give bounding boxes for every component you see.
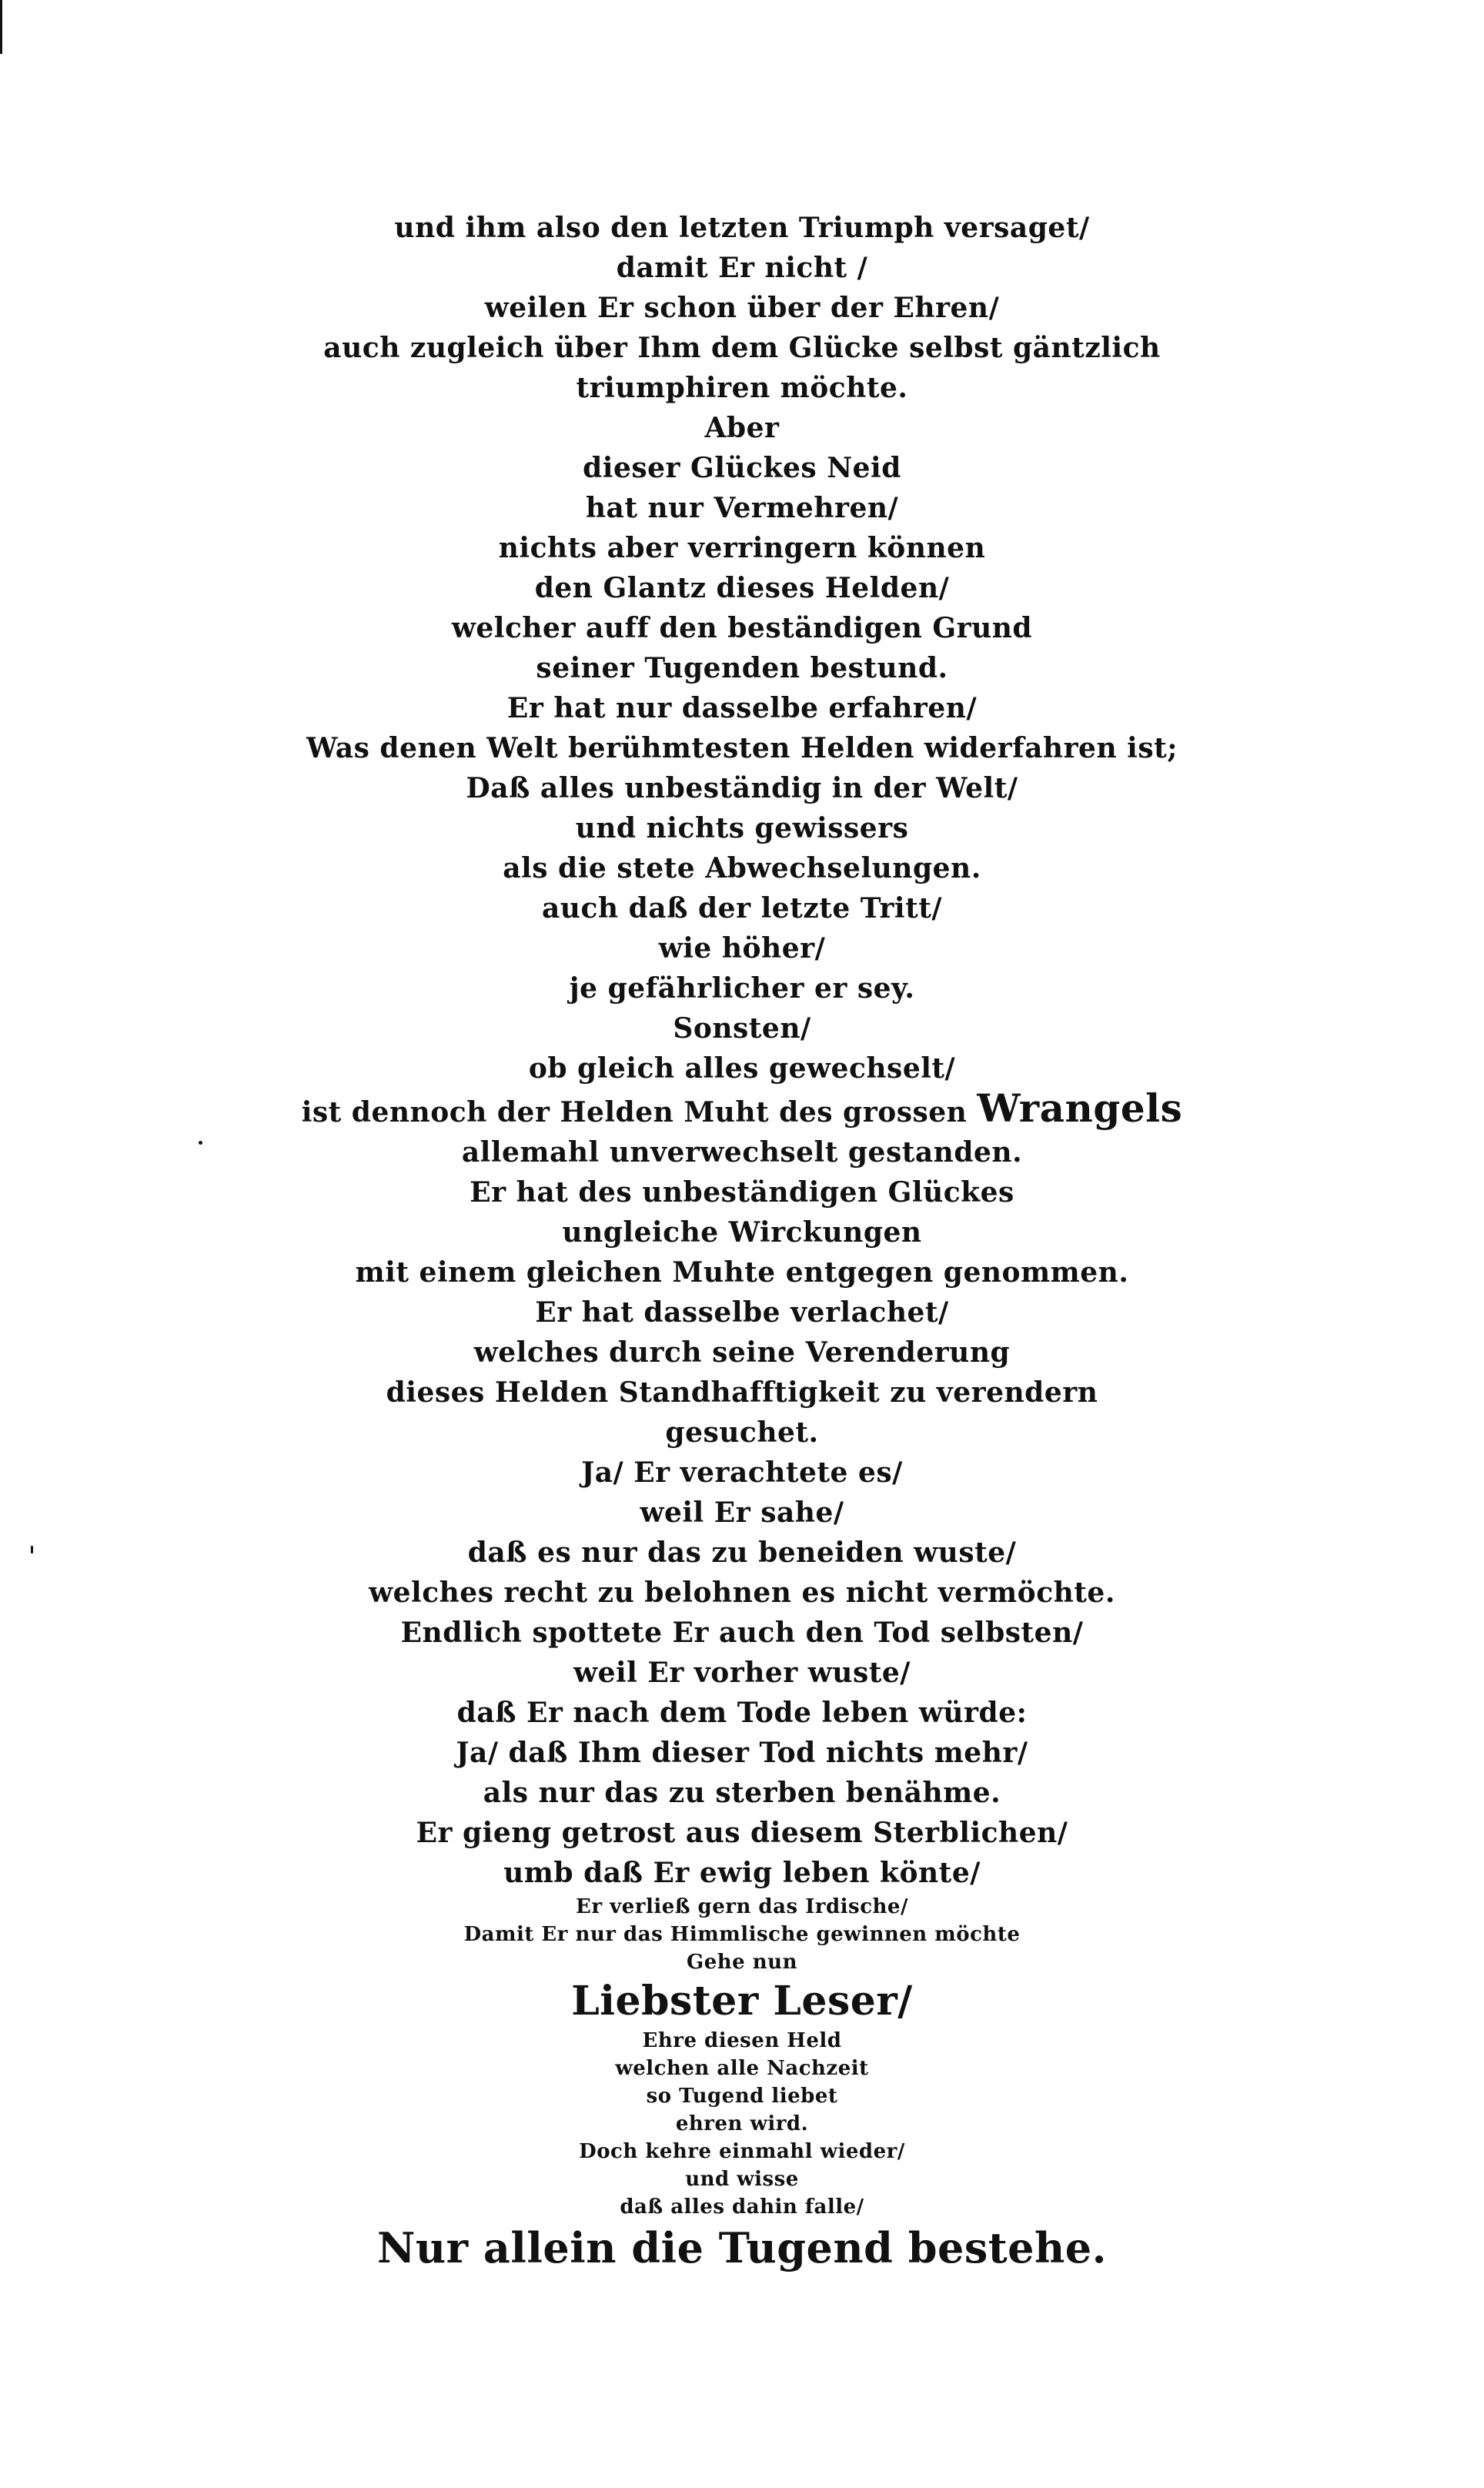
- poem-line: gesuchet.: [665, 1416, 819, 1449]
- poem-line-with-name: [0, 1085, 1484, 1132]
- poem-line: ehren wird.: [675, 2112, 809, 2135]
- name-emphasis: Wrangels: [977, 1085, 1183, 1131]
- poem-line: Er gieng getrost aus diesem Sterblichen/: [416, 1817, 1068, 1849]
- poem-line: welches durch seine Verenderung: [473, 1336, 1011, 1369]
- poem-line: Was denen Welt berühmtesten Helden widerfahren ist;: [306, 732, 1178, 764]
- poem-line: weil Er vorher wuste/: [573, 1657, 911, 1689]
- poem-line: und wisse: [685, 2168, 799, 2191]
- poem-line: welches recht zu belohnen es nicht vermöchte.: [369, 1577, 1115, 1609]
- poem-line: Endlich spottete Er auch den Tod selbsten/: [400, 1617, 1084, 1649]
- poem-line: umb daß Er ewig leben könte/: [503, 1857, 981, 1889]
- poem-line: wie höher/: [658, 932, 826, 965]
- poem-line: weilen Er schon über der Ehren/: [484, 292, 1000, 324]
- poem-line: ungleiche Wirckungen: [562, 1216, 922, 1249]
- poem-line: Sonsten/: [673, 1012, 811, 1045]
- poem-line: auch daß der letzte Tritt/: [541, 892, 943, 925]
- poem-line: dieses Helden Standhafftigkeit zu verendern: [386, 1376, 1098, 1409]
- poem-line: welchen alle Nachzeit: [615, 2057, 869, 2080]
- poem-line: Ja/ daß Ihm dieser Tod nichts mehr/: [456, 1737, 1028, 1769]
- poem-line-text: ist dennoch der Helden Muht des grossen: [301, 1096, 968, 1129]
- poem-line: hat nur Vermehren/: [585, 492, 899, 524]
- poem-line: daß es nur das zu beneiden wuste/: [467, 1537, 1017, 1569]
- poem-line: daß Er nach dem Tode leben würde:: [456, 1697, 1028, 1729]
- poem-line: damit Er nicht /: [616, 252, 868, 284]
- poem-line: Doch kehre einmahl wieder/: [579, 2140, 905, 2163]
- poem-line: den Glantz dieses Helden/: [534, 572, 950, 604]
- poem-line: weil Er sahe/: [640, 1496, 844, 1529]
- poem-line: so Tugend liebet: [646, 2085, 838, 2108]
- poem-line: triumphiren möchte.: [576, 372, 908, 404]
- poem-line: Ja/ Er verachtete es/: [581, 1456, 903, 1489]
- poem-line: als die stete Abwechselungen.: [503, 852, 981, 885]
- poem-line: seiner Tugenden bestund.: [536, 652, 948, 684]
- poem-line: ob gleich alles gewechselt/: [528, 1052, 956, 1085]
- page-edge-rule: [0, 0, 2, 54]
- poem-line: je gefährlicher er sey.: [569, 972, 915, 1005]
- poem-line: allemahl unverwechselt gestanden.: [461, 1136, 1023, 1169]
- poem-text: [0, 208, 1484, 2275]
- poem-line: Er hat des unbeständigen Glückes: [470, 1176, 1014, 1209]
- poem-line: als nur das zu sterben benähme.: [483, 1777, 1001, 1809]
- poem-line: nichts aber verringern können: [498, 532, 986, 564]
- poem-line: welcher auff den beständigen Grund: [451, 612, 1033, 644]
- poem-line: Er hat nur dasselbe erfahren/: [506, 692, 978, 724]
- poem-line: Ehre diesen Held: [642, 2029, 842, 2052]
- reader-address: Liebster Leser/: [571, 1978, 913, 2025]
- poem-line: mit einem gleichen Muhte entgegen genommen.: [355, 1256, 1129, 1289]
- poem-line: Er verließ gern das Irdische/: [576, 1895, 908, 1918]
- poem-line: und nichts gewissers: [575, 812, 909, 844]
- poem-line: auch zugleich über Ihm dem Glücke selbst gäntzlich: [323, 332, 1161, 364]
- poem-line: Er hat dasselbe verlachet/: [535, 1296, 949, 1329]
- poem-line: und ihm also den letzten Triumph versaget/: [394, 212, 1090, 244]
- poem-line: Damit Er nur das Himmlische gewinnen möchte: [463, 1923, 1021, 1946]
- poem-line: daß alles dahin falle/: [620, 2195, 864, 2219]
- poem-line: Aber: [704, 412, 780, 444]
- poem-line: Gehe nun: [687, 1951, 797, 1974]
- poem-line: dieser Glückes Neid: [583, 452, 901, 484]
- poem-line: Daß alles unbeständig in der Welt/: [466, 772, 1018, 804]
- closing-line: Nur allein die Tugend bestehe.: [377, 2223, 1107, 2272]
